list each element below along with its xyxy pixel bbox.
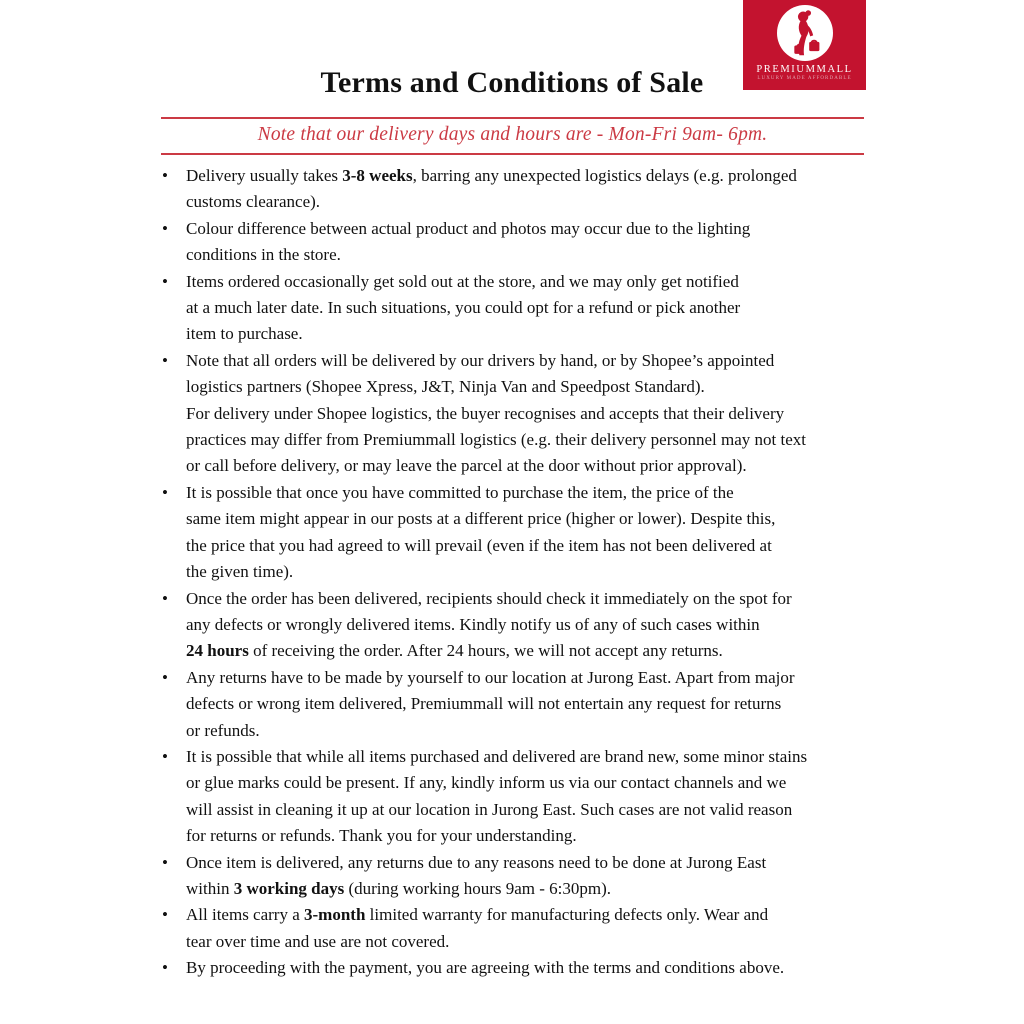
premiummall-logo [743,0,866,90]
delivery-note-band [161,117,864,155]
list-item: • Items ordered occasionally get sold out at the store, and we may only get notified at a much later date. In such situations, you could opt for a refund or pick another item to purchase. [161,269,884,348]
page-title: Terms and Conditions of Sale [320,66,704,99]
delivery-note: Note that our delivery days and hours are - Mon-Fri 9am- 6pm. [257,124,768,145]
logo-wordmark: PREMIUMMALL [756,64,853,75]
logo-tagline: LUXURY MADE AFFORDABLE [757,76,852,81]
list-item: • Delivery usually takes 3-8 weeks, barring any unexpected logistics delays (e.g. prolonged customs clearance). [161,163,884,216]
logo-circle [777,5,833,61]
list-item: • Once the order has been delivered, recipients should check it immediately on the spot for any defects or wrongly delivered items. Kindly notify us of any of such cases within 24 hours of receiving the order. After 24 hours, we will not accept any returns. [161,586,884,665]
list-item: • By proceeding with the payment, you are agreeing with the terms and conditions above. [161,955,884,981]
list-item: • Once item is delivered, any returns due to any reasons need to be done at Jurong East within 3 working days (during working hours 9am - 6:30pm). [161,850,884,903]
list-item: • Colour difference between actual product and photos may occur due to the lighting conditions in the store. [161,216,884,269]
list-item: • All items carry a 3-month limited warranty for manufacturing defects only. Wear and tear over time and use are not covered. [161,902,884,955]
list-item: • It is possible that while all items purchased and delivered are brand new, some minor stains or glue marks could be present. If any, kindly inform us via our contact channels and we will assist in cleaning it up at our location in Jurong East. Such cases are not valid reason for returns or refunds. Thank you for your understanding. [161,744,884,850]
list-item: • Any returns have to be made by yourself to our location at Jurong East. Apart from major defects or wrong item delivered, Premiummall will not entertain any request for returns or refunds. [161,665,884,744]
shopper-silhouette-icon [779,7,831,59]
list-item: • Note that all orders will be delivered by our drivers by hand, or by Shopee’s appointed logistics partners (Shopee Xpress, J&T, Ninja Van and Speedpost Standard). For delivery under Shopee logistics, the buyer recognises and accepts that their delivery practices may differ from Premiummall logistics (e.g. their delivery personnel may not text or call before delivery, or may leave the parcel at the door without prior approval). [161,348,884,480]
list-item: • It is possible that once you have committed to purchase the item, the price of the same item might appear in our posts at a different price (higher or lower). Despite this, the price that you had agreed to will prevail (even if the item has not been delivered at the given time). [161,480,884,586]
terms-list [161,163,884,982]
